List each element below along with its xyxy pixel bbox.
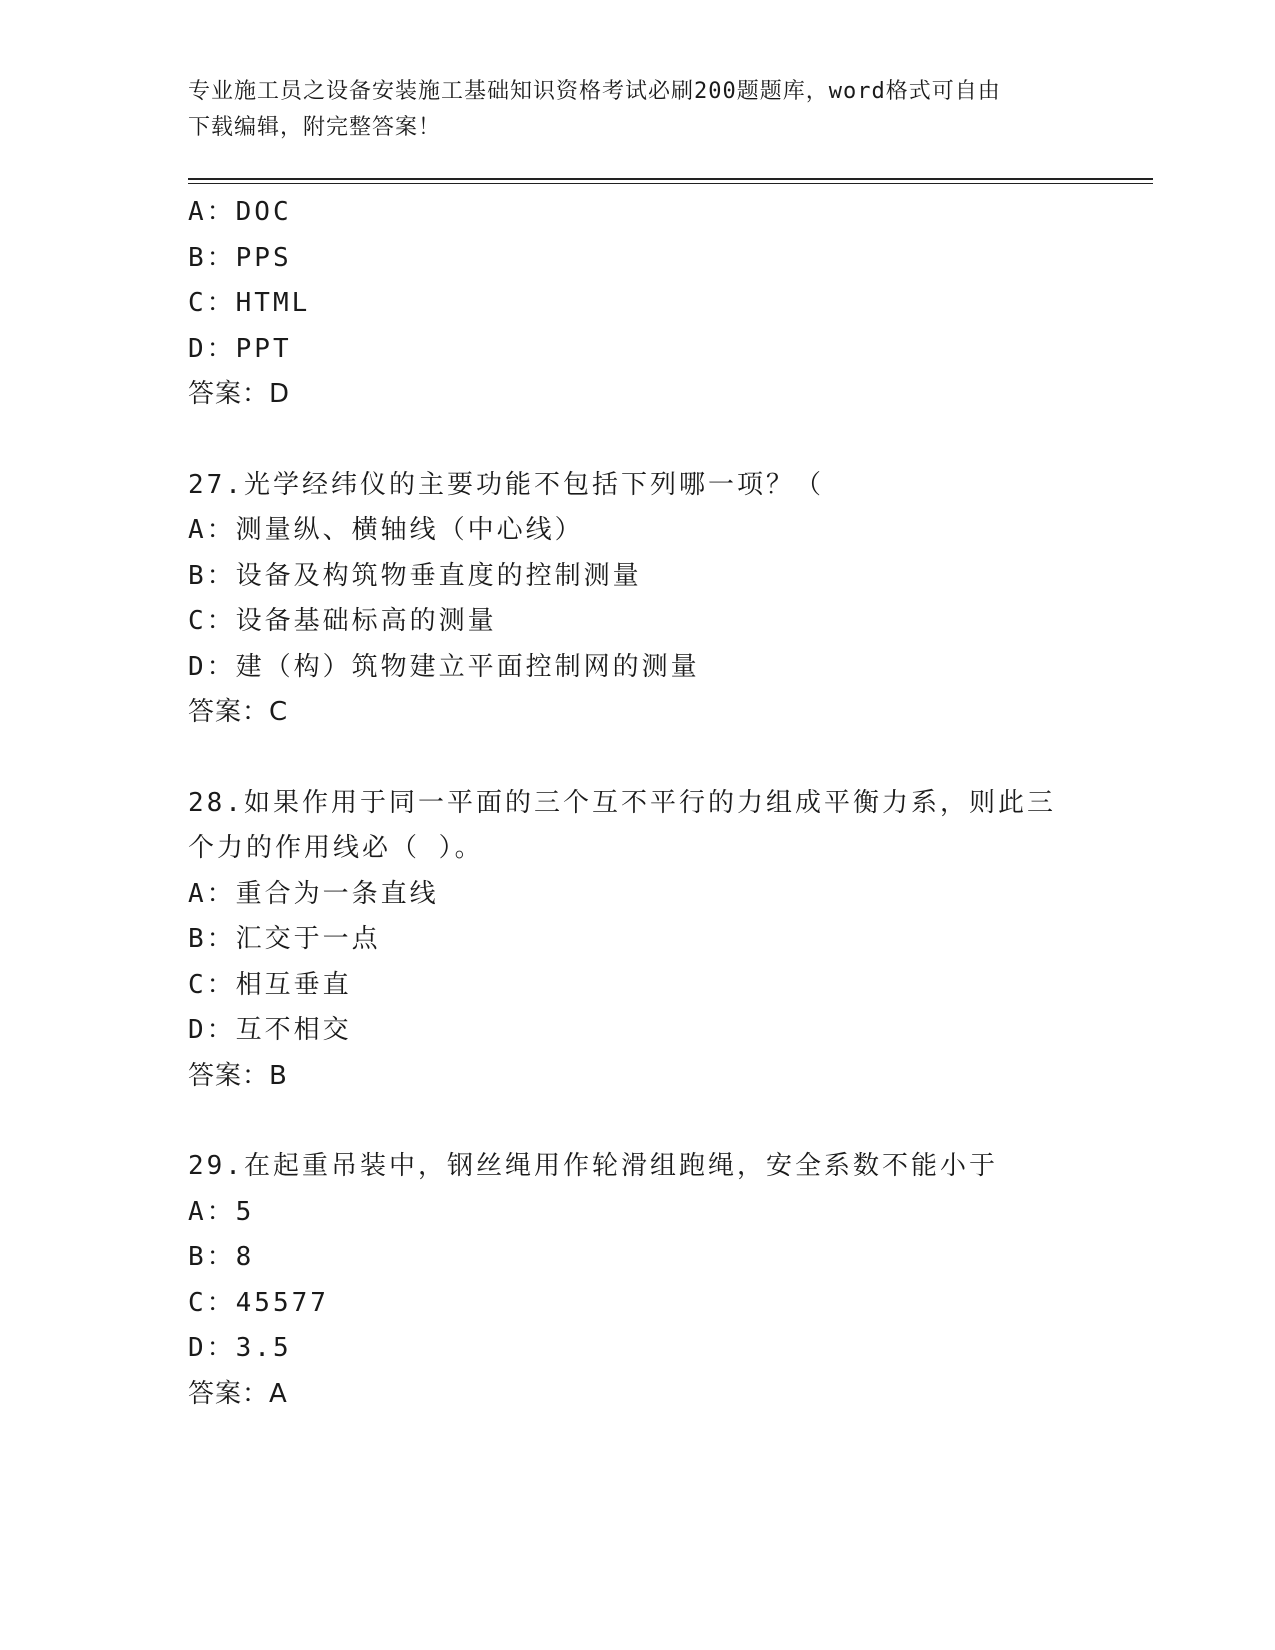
answer-line: 答案：A — [188, 1378, 288, 1409]
answer-line: 答案：C — [188, 697, 289, 727]
option-d: D：建（构）筑物建立平面控制网的测量 — [188, 651, 700, 682]
question-stem: 29.在起重吊装中，钢丝绳用作轮滑组跑绳，安全系数不能小于 — [188, 1151, 998, 1181]
answer-line: 答案：D — [188, 379, 291, 409]
option-c: C：HTML — [188, 288, 311, 318]
option-a: A：DOC — [188, 197, 292, 227]
option-b: B：设备及构筑物垂直度的控制测量 — [188, 560, 642, 591]
question-26-continued — [188, 190, 1088, 418]
header-divider-thin — [188, 183, 1153, 184]
option-c: C：设备基础标高的测量 — [188, 606, 497, 636]
header-title-line-2: 下载编辑，附完整答案！ — [188, 115, 442, 140]
option-a: A：测量纵、横轴线（中心线） — [188, 515, 584, 545]
header-divider-thick — [188, 178, 1153, 180]
option-b: B：8 — [188, 1242, 255, 1272]
question-stem: 27.光学经纬仪的主要功能不包括下列哪一项？（ — [188, 469, 824, 500]
option-a: A：5 — [188, 1196, 255, 1227]
spacer — [188, 736, 1088, 781]
question-28 — [188, 781, 1088, 1100]
spacer — [188, 418, 1088, 463]
option-c: C：45577 — [188, 1287, 329, 1318]
answer-line: 答案：B — [188, 1060, 288, 1091]
header-title-line-1: 专业施工员之设备安装施工基础知识资格考试必刷200题题库，word格式可自由 — [188, 79, 1001, 104]
document-header — [188, 74, 1088, 146]
option-b: B：PPS — [188, 242, 292, 273]
option-c: C：相互垂直 — [188, 969, 352, 1000]
question-29 — [188, 1144, 1088, 1417]
question-stem: 28.如果作用于同一平面的三个互不平行的力组成平衡力系，则此三个力的作用线必（ ）。 — [188, 787, 1056, 863]
spacer — [188, 1099, 1088, 1144]
option-b: B：汇交于一点 — [188, 924, 381, 954]
option-d: D：3.5 — [188, 1333, 292, 1363]
question-27 — [188, 463, 1088, 736]
option-d: D：互不相交 — [188, 1015, 352, 1045]
option-d: D：PPT — [188, 333, 292, 364]
option-a: A：重合为一条直线 — [188, 878, 439, 909]
question-list — [188, 190, 1088, 1417]
